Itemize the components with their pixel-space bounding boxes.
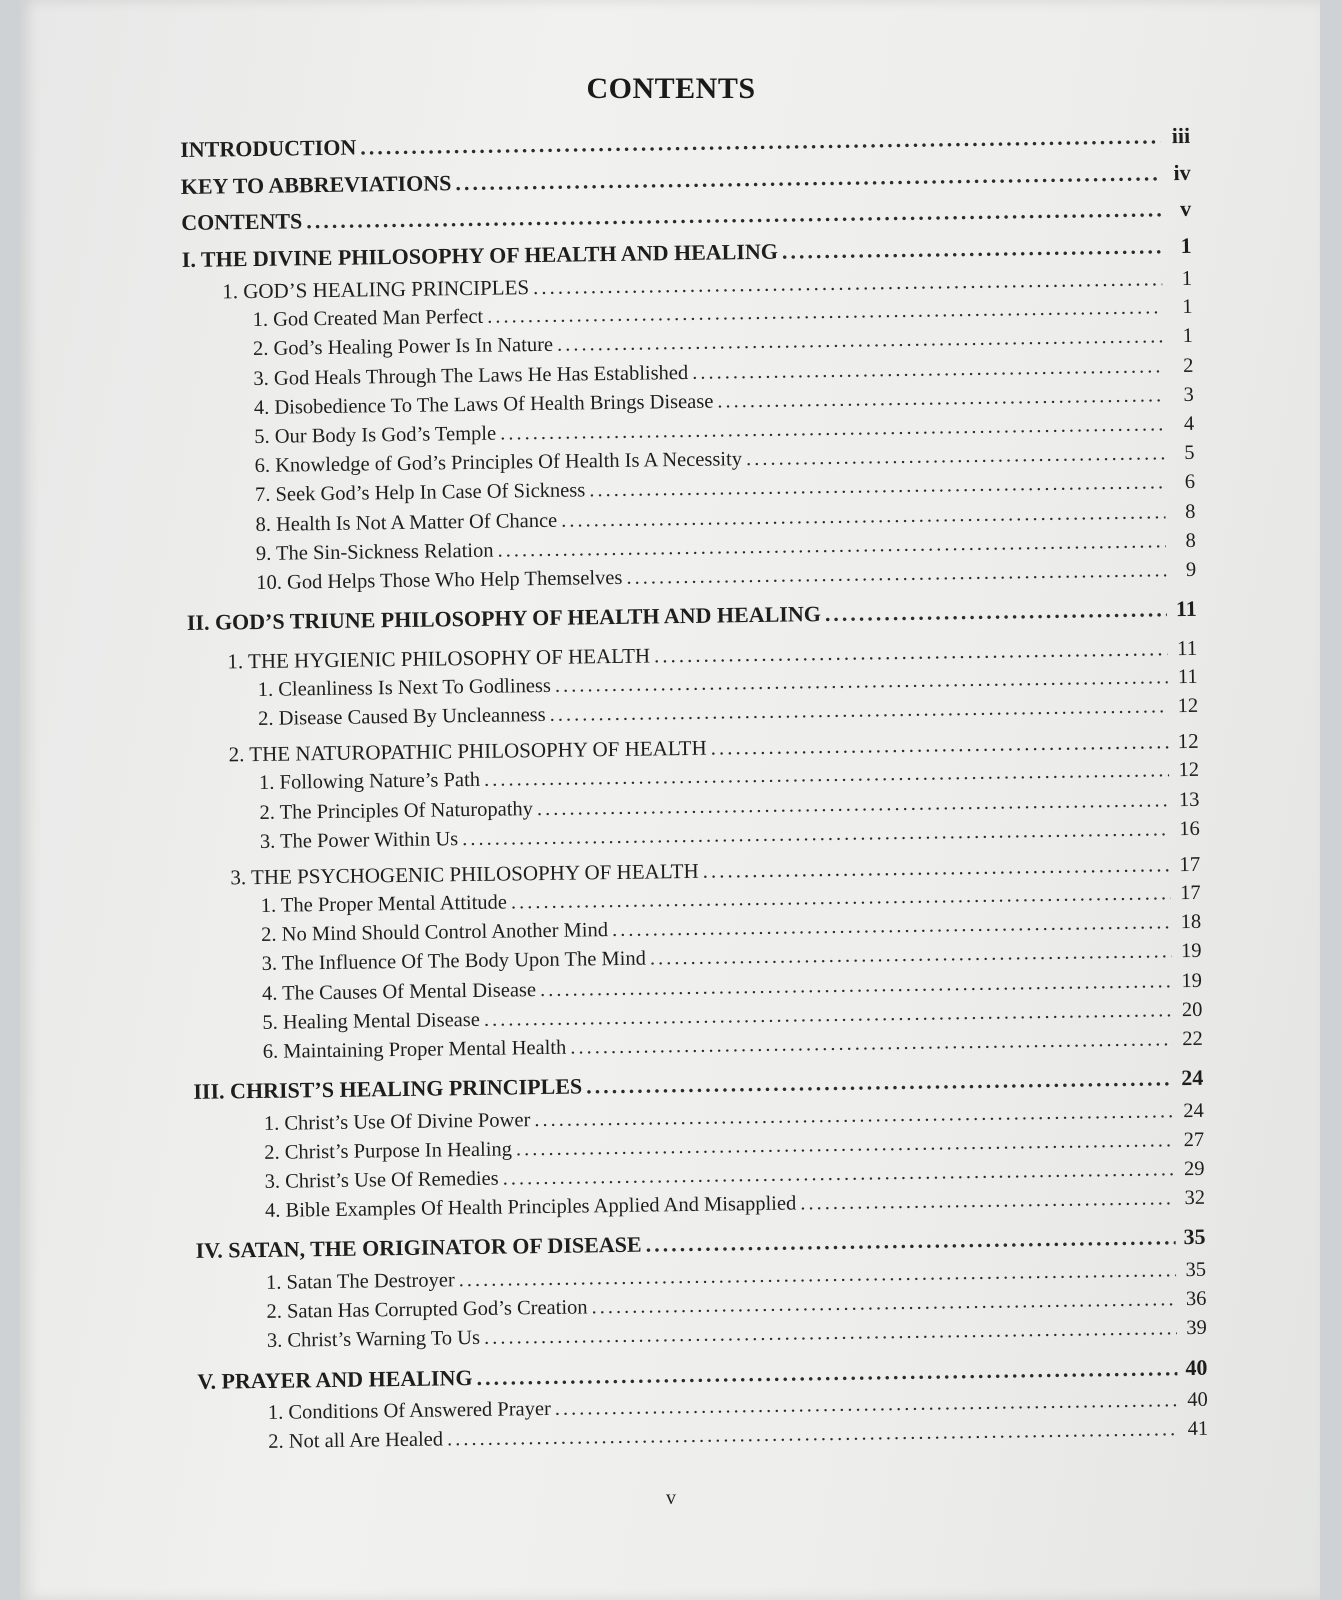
toc-entry-page: 36: [1185, 1287, 1207, 1311]
toc-entry-title: 2. Christ’s Purpose In Healing: [264, 1138, 513, 1164]
toc-entry-title: II. GOD’S TRIUNE PHILOSOPHY OF HEALTH AND HEALING: [186, 601, 822, 636]
toc-entry-title: III. CHRIST’S HEALING PRINCIPLES: [193, 1073, 583, 1105]
toc-entry-page: 1: [1182, 296, 1193, 319]
toc-entry-page: 11: [1176, 635, 1198, 660]
toc-entry-page: 5: [1184, 441, 1195, 465]
toc-section: [187, 591, 1197, 642]
toc-entry-title: 1. Conditions Of Answered Prayer: [267, 1397, 552, 1424]
toc-entry-page: 41: [1187, 1417, 1209, 1441]
toc-entry-page: 12: [1177, 728, 1199, 754]
toc-entry-title: 2. THE NATUROPATHIC PHILOSOPHY OF HEALTH: [228, 735, 707, 767]
toc-entry-page: 8: [1185, 529, 1196, 552]
toc-entry-page: 3: [1183, 383, 1194, 406]
toc-entry-page: 1: [1180, 232, 1192, 258]
toc-entry-title: 3. THE PSYCHOGENIC PHILOSOPHY OF HEALTH: [230, 858, 699, 890]
table-of-contents: [180, 118, 1208, 1458]
toc-entry-page: 12: [1177, 694, 1199, 718]
toc-entry-title: 2. No Mind Should Control Another Mind: [261, 919, 609, 947]
toc-entry-title: 7. Seek God’s Help In Case Of Sickness: [254, 479, 586, 507]
toc-entry-page: 1: [1182, 325, 1194, 348]
dot-leader: [782, 228, 1162, 270]
toc-entry-page: 40: [1185, 1354, 1208, 1380]
toc-entry-page: 11: [1177, 665, 1198, 688]
toc-entry-title: I. THE DIVINE PHILOSOPHY OF HEALTH AND HEALING: [181, 238, 779, 272]
toc-entry-title: 1. Following Nature’s Path: [258, 769, 481, 795]
toc-entry-page: 20: [1181, 998, 1203, 1021]
toc-entry-page: v: [1179, 195, 1192, 222]
toc-entry-page: 6: [1184, 471, 1196, 494]
toc-entry-title: 5. Our Body Is God’s Temple: [254, 422, 497, 448]
toc-entry-page: 9: [1185, 558, 1197, 581]
toc-entry-page: 29: [1183, 1157, 1205, 1181]
toc-entry-page: 35: [1185, 1258, 1207, 1282]
toc-entry-page: 24: [1181, 1064, 1204, 1091]
toc-entry-title: 6. Knowledge of God’s Principles Of Health Is A Necessity: [254, 448, 743, 478]
toc-entry-title: 1. THE HYGIENIC PHILOSOPHY OF HEALTH: [227, 643, 651, 673]
dot-leader: [626, 556, 1166, 593]
toc-entry-page: 16: [1179, 817, 1200, 840]
toc-entry-page: 40: [1187, 1388, 1208, 1412]
toc-entry-title: 1. Christ’s Use Of Divine Power: [263, 1108, 531, 1135]
toc-entry-title: 3. God Heals Through The Laws He Has Established: [253, 361, 689, 390]
toc-entry-title: 2. Not all Are Healed: [268, 1428, 444, 1454]
toc-entry-title: 1. Satan The Destroyer: [265, 1269, 455, 1294]
toc-entry-page: 2: [1182, 354, 1194, 377]
toc-entry-title: 5. Healing Mental Disease: [262, 1008, 481, 1034]
toc-entry-title: 1. Cleanliness Is Next To Godliness: [257, 674, 552, 701]
toc-entry-title: 1. GOD’S HEALING PRINCIPLES: [222, 275, 530, 304]
toc-entry-page: iii: [1171, 122, 1191, 149]
toc-entry-title: 4. Disobedience To The Laws Of Health Brings Disease: [253, 390, 714, 419]
toc-entry-title: 3. Christ’s Use Of Remedies: [264, 1167, 499, 1193]
toc-entry-page: 22: [1182, 1027, 1203, 1051]
toc-entry-title: 1. God Created Man Perfect: [252, 305, 484, 332]
toc-entry-page: 1: [1181, 265, 1193, 291]
toc-entry-page: 4: [1183, 412, 1195, 435]
toc-entry-title: 3. The Power Within Us: [259, 827, 459, 853]
toc-entry-title: 2. God’s Healing Power Is In Nature: [252, 334, 554, 361]
toc-entry-page: 27: [1183, 1128, 1205, 1151]
toc-entry-page: 19: [1180, 940, 1202, 963]
toc-entry-page: iv: [1173, 159, 1191, 185]
toc-entry-page: 18: [1180, 911, 1202, 934]
toc-entry-title: 8. Health Is Not A Matter Of Chance: [255, 509, 558, 536]
page-title: CONTENTS: [586, 72, 756, 105]
toc-entry-title: CONTENTS: [181, 208, 303, 235]
toc-entry-title: 4. Bible Examples Of Health Principles Applied And Misapplied: [264, 1192, 797, 1223]
toc-entry-title: KEY TO ABBREVIATIONS: [180, 169, 452, 199]
toc-entry-title: 9. The Sin-Sickness Relation: [255, 539, 494, 565]
toc-entry-title: 2. Satan Has Corrupted God’s Creation: [266, 1296, 588, 1324]
toc-entry-title: INTRODUCTION: [180, 134, 357, 162]
toc-entry-title: 2. The Principles Of Naturopathy: [259, 797, 534, 824]
toc-entry-title: 3. Christ’s Warning To Us: [266, 1327, 481, 1353]
toc-entry-title: 10. God Helps Those Who Help Themselves: [256, 566, 623, 594]
toc-entry-title: IV. SATAN, THE ORIGINATOR OF DISEASE: [195, 1232, 642, 1264]
toc-entry-page: 11: [1175, 595, 1197, 622]
toc-entry-title: 1. The Proper Mental Attitude: [260, 891, 508, 918]
toc-entry-page: 32: [1184, 1187, 1206, 1210]
toc-entry-page: 12: [1178, 759, 1200, 782]
toc-entry-title: 4. The Causes Of Mental Disease: [261, 978, 537, 1005]
toc-entry-page: 17: [1180, 881, 1201, 905]
dot-leader: [800, 1184, 1175, 1218]
toc-entry-page: 35: [1183, 1224, 1206, 1250]
toc-entry-title: V. PRAYER AND HEALING: [197, 1364, 473, 1394]
toc-entry-title: 2. Disease Caused By Uncleanness: [258, 703, 546, 730]
toc-entry-page: 13: [1178, 788, 1200, 811]
toc-entry-page: 24: [1183, 1099, 1204, 1122]
toc-entry-title: 3. The Influence Of The Body Upon The Mind: [261, 948, 647, 976]
toc-entry-page: 19: [1181, 969, 1203, 992]
toc-entry-page: 17: [1179, 851, 1201, 876]
toc-entry-title: 6. Maintaining Proper Mental Health: [262, 1036, 567, 1063]
toc-entry-page: 39: [1186, 1317, 1207, 1340]
page-number: v: [666, 1487, 676, 1509]
toc-entry-page: 8: [1184, 500, 1196, 523]
dot-leader: [825, 591, 1167, 632]
